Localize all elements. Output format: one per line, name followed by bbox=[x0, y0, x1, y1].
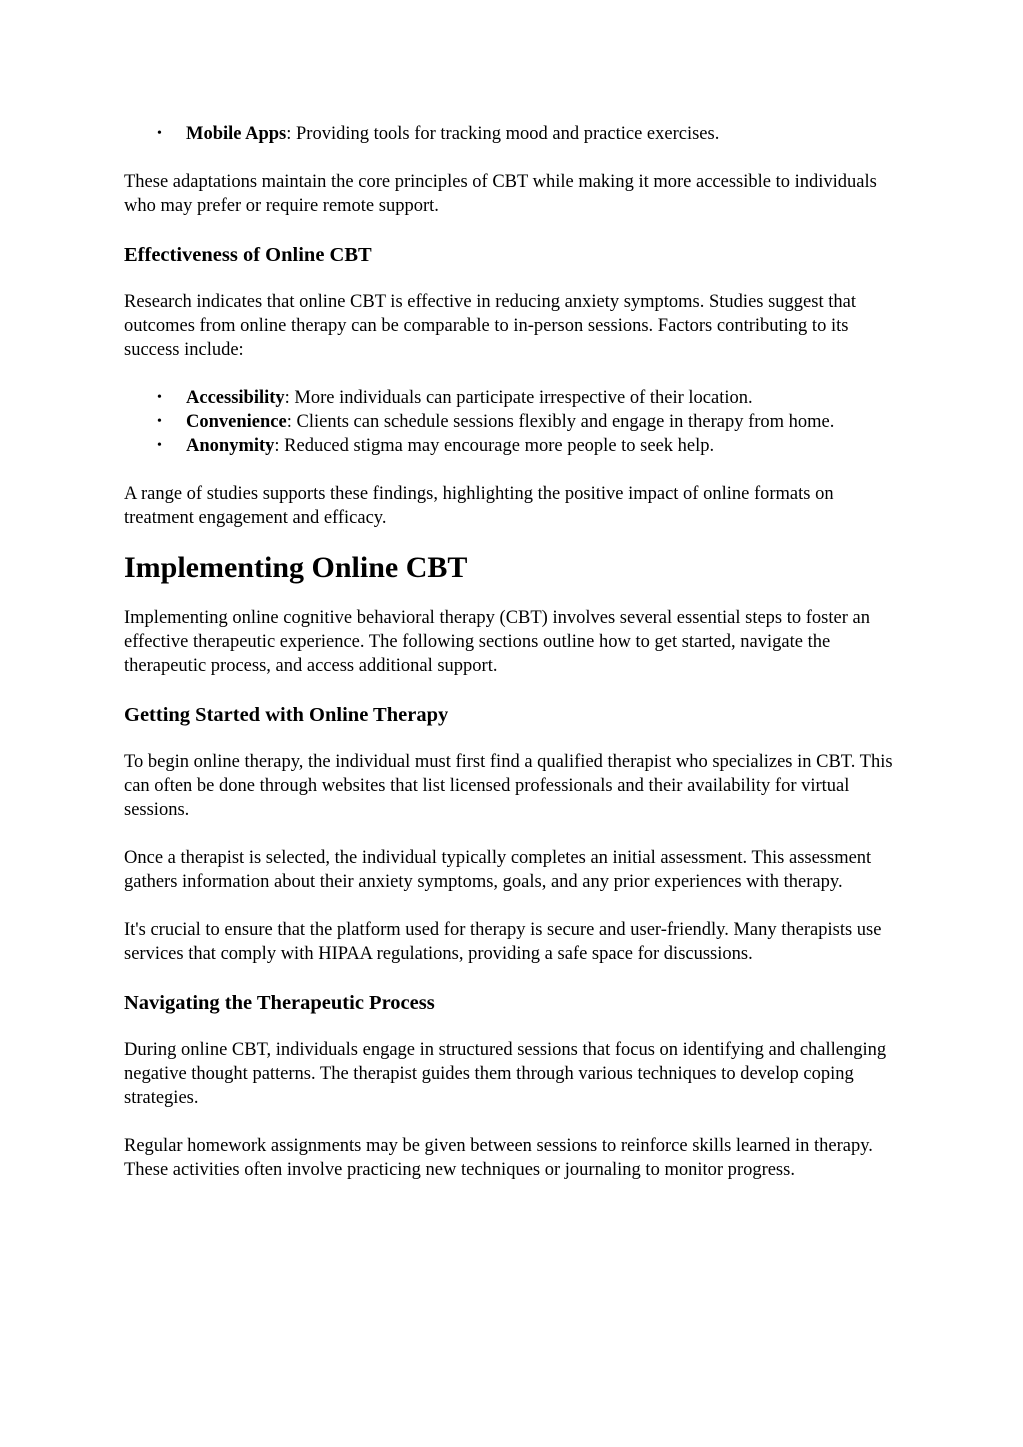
intro-bullet-list bbox=[124, 122, 899, 146]
heading-getting-started: Getting Started with Online Therapy bbox=[124, 704, 449, 726]
bullet-icon: • bbox=[157, 126, 162, 141]
factors-bullet-list bbox=[124, 386, 899, 458]
list-item-term: Anonymity bbox=[186, 436, 275, 456]
paragraph-platform: It's crucial to ensure that the platform used for therapy is secure and user-friendly. Many therapists use services that comply with HIPAA regulations, providing a safe space for discussions. bbox=[124, 920, 882, 964]
paragraph-implementing: Implementing online cognitive behavioral therapy (CBT) involves several essential steps to foster an effective therapeutic experience. The following sections outline how to get started, navigate the therapeutic process, and access additional support. bbox=[124, 608, 870, 676]
bullet-icon: • bbox=[157, 390, 162, 405]
list-item bbox=[157, 386, 899, 410]
list-item bbox=[157, 122, 899, 146]
heading-effectiveness: Effectiveness of Online CBT bbox=[124, 244, 372, 266]
list-item-term: Convenience bbox=[186, 412, 287, 432]
paragraph-during: During online CBT, individuals engage in structured sessions that focus on identifying and challenging negative thought patterns. The therapist guides them through various techniques to develop coping strategies. bbox=[124, 1040, 887, 1108]
paragraph-studies: A range of studies supports these findings, highlighting the positive impact of online formats on treatment engagement and efficacy. bbox=[124, 484, 834, 528]
bullet-icon: • bbox=[157, 438, 162, 453]
list-item bbox=[157, 410, 899, 434]
bullet-icon: • bbox=[157, 414, 162, 429]
list-item bbox=[157, 434, 899, 458]
heading-implementing: Implementing Online CBT bbox=[124, 551, 468, 584]
list-item-text: : Reduced stigma may encourage more people to seek help. bbox=[274, 436, 715, 456]
list-item-text: : Providing tools for tracking mood and practice exercises. bbox=[286, 124, 720, 144]
list-item-term: Mobile Apps bbox=[186, 124, 287, 144]
list-item-term: Accessibility bbox=[186, 388, 285, 408]
paragraph-adaptations: These adaptations maintain the core principles of CBT while making it more accessible to individuals who may prefer or require remote support. bbox=[124, 172, 877, 216]
document-page bbox=[124, 122, 899, 1182]
paragraph-begin: To begin online therapy, the individual must first find a qualified therapist who specializes in CBT. This can often be done through websites that list licensed professionals and their availability for virtual sessions. bbox=[124, 752, 893, 820]
list-item-text: : Clients can schedule sessions flexibly and engage in therapy from home. bbox=[286, 412, 835, 432]
paragraph-assessment: Once a therapist is selected, the individual typically completes an initial assessment. This assessment gathers information about their anxiety symptoms, goals, and any prior experiences with therapy. bbox=[124, 848, 872, 892]
paragraph-research: Research indicates that online CBT is effective in reducing anxiety symptoms. Studies suggest that outcomes from online therapy can be comparable to in-person sessions. Factors contributing to its success include: bbox=[124, 292, 856, 360]
paragraph-homework: Regular homework assignments may be given between sessions to reinforce skills learned in therapy. These activities often involve practicing new techniques or journaling to monitor progress. bbox=[124, 1136, 873, 1180]
list-item-text: : More individuals can participate irrespective of their location. bbox=[284, 388, 753, 408]
heading-navigating: Navigating the Therapeutic Process bbox=[124, 992, 435, 1014]
